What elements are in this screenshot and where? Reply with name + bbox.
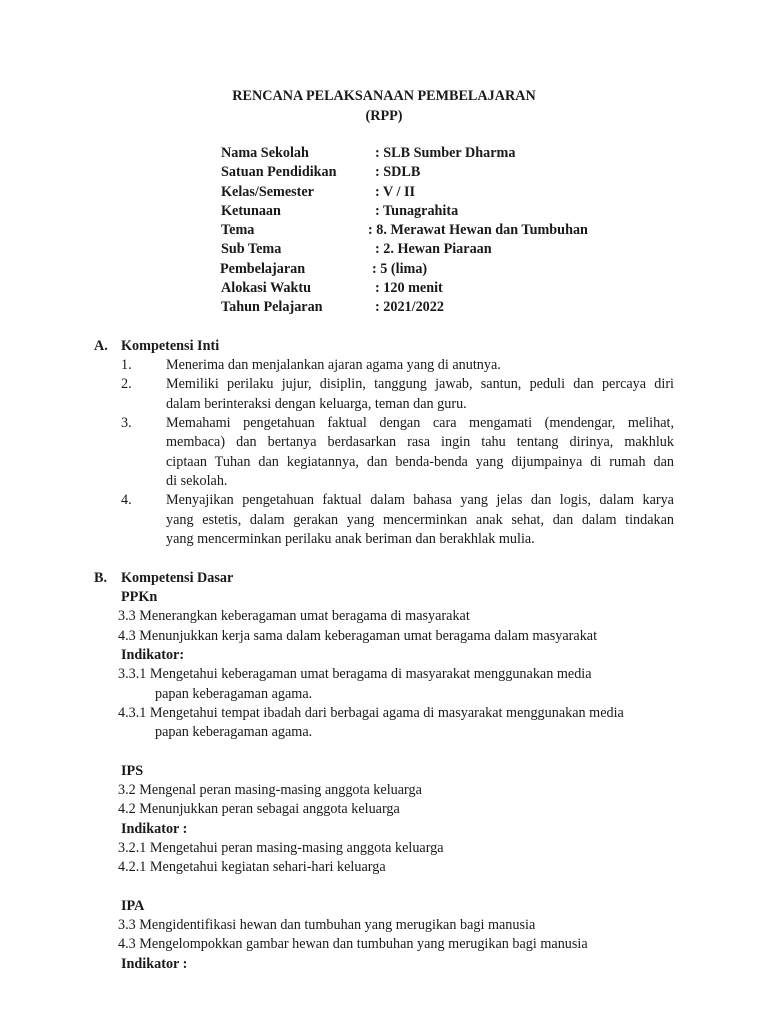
list-item-line: Menyajikan pengetahuan faktual dalam bahasa yang jelas dan logis, dalam karya xyxy=(166,492,674,508)
identity-value: : 5 (lima) xyxy=(372,261,428,277)
list-item-line: membaca) dan bertanya berdasarkan rasa ingin tahu tentang dirinya, makhluk xyxy=(166,434,674,450)
list-item-line: yang estetis, dalam gerakan yang mencerminkan anak sehat, dan dalam tindakan xyxy=(166,512,674,528)
kd-line: 4.2 Menunjukkan peran sebagai anggota keluarga xyxy=(118,801,400,817)
identity-label: Tahun Pelajaran xyxy=(221,299,323,315)
identity-value: : Tunagrahita xyxy=(375,203,459,219)
identity-label: Sub Tema xyxy=(221,241,282,257)
list-item-line: Memiliki perilaku jujur, disiplin, tanggung jawab, santun, peduli dan percaya diri xyxy=(166,376,674,392)
kd-line: 3.3 Mengidentifikasi hewan dan tumbuhan yang merugikan bagi manusia xyxy=(118,917,536,933)
list-item-line: di sekolah. xyxy=(166,473,228,489)
identity-label: Nama Sekolah xyxy=(221,145,309,161)
indikator-line: 4.3.1 Mengetahui tempat ibadah dari berbagai agama di masyarakat menggunakan media xyxy=(118,705,624,721)
document-title: RENCANA PELAKSANAAN PEMBELAJARAN xyxy=(232,88,536,104)
section-letter: B. xyxy=(94,570,108,586)
indikator-label: Indikator : xyxy=(121,956,188,972)
identity-label: Tema xyxy=(221,222,255,238)
identity-value: : 120 menit xyxy=(375,280,443,296)
list-item-line: dalam berinteraksi dengan keluarga, teman dan guru. xyxy=(166,396,467,412)
list-number: 3. xyxy=(121,415,132,431)
identity-label: Kelas/Semester xyxy=(221,184,314,200)
indikator-line: papan keberagaman agama. xyxy=(155,686,313,702)
identity-value: : 8. Merawat Hewan dan Tumbuhan xyxy=(368,222,588,238)
indikator-line: 4.2.1 Mengetahui kegiatan sehari-hari keluarga xyxy=(118,859,386,875)
indikator-line: 3.2.1 Mengetahui peran masing-masing anggota keluarga xyxy=(118,840,444,856)
list-item-line: yang mencerminkan perilaku anak beriman dan berakhlak mulia. xyxy=(166,531,535,547)
identity-label: Satuan Pendidikan xyxy=(221,164,337,180)
indikator-line: papan keberagaman agama. xyxy=(155,724,313,740)
section-heading: Kompetensi Dasar xyxy=(121,570,234,586)
kd-line: 4.3 Mengelompokkan gambar hewan dan tumbuhan yang merugikan bagi manusia xyxy=(118,936,588,952)
subject-heading-ipa: IPA xyxy=(121,898,145,914)
identity-label: Alokasi Waktu xyxy=(221,280,312,296)
list-item-line: ciptaan Tuhan dan kegiatannya, dan benda-benda yang dijumpainya di rumah dan xyxy=(166,454,674,470)
identity-label: Ketunaan xyxy=(221,203,281,219)
indikator-line: 3.3.1 Mengetahui keberagaman umat beragama di masyarakat menggunakan media xyxy=(118,666,592,682)
section-heading: Kompetensi Inti xyxy=(121,338,220,354)
subject-heading-ppkn: PPKn xyxy=(121,589,158,605)
list-item-line: Memahami pengetahuan faktual dengan cara mengamati (mendengar, melihat, xyxy=(166,415,674,431)
kd-line: 3.2 Mengenal peran masing-masing anggota keluarga xyxy=(118,782,422,798)
list-item-line: Menerima dan menjalankan ajaran agama yang di anutnya. xyxy=(166,357,501,373)
list-number: 2. xyxy=(121,376,132,392)
identity-value: : SLB Sumber Dharma xyxy=(375,145,516,161)
indikator-label: Indikator : xyxy=(121,821,188,837)
identity-value: : 2021/2022 xyxy=(375,299,444,315)
subject-heading-ips: IPS xyxy=(121,763,144,779)
identity-value: : 2. Hewan Piaraan xyxy=(375,241,492,257)
kd-line: 4.3 Menunjukkan kerja sama dalam keberagaman umat beragama dalam masyarakat xyxy=(118,628,598,644)
list-number: 4. xyxy=(121,492,132,508)
kd-line: 3.3 Menerangkan keberagaman umat beragama di masyarakat xyxy=(118,608,470,624)
identity-value: : V / II xyxy=(375,184,416,200)
list-number: 1. xyxy=(121,357,132,373)
identity-value: : SDLB xyxy=(375,164,421,180)
document-subtitle: (RPP) xyxy=(365,108,403,124)
indikator-label: Indikator: xyxy=(121,647,185,663)
identity-label: Pembelajaran xyxy=(220,261,306,277)
section-letter: A. xyxy=(94,338,108,354)
